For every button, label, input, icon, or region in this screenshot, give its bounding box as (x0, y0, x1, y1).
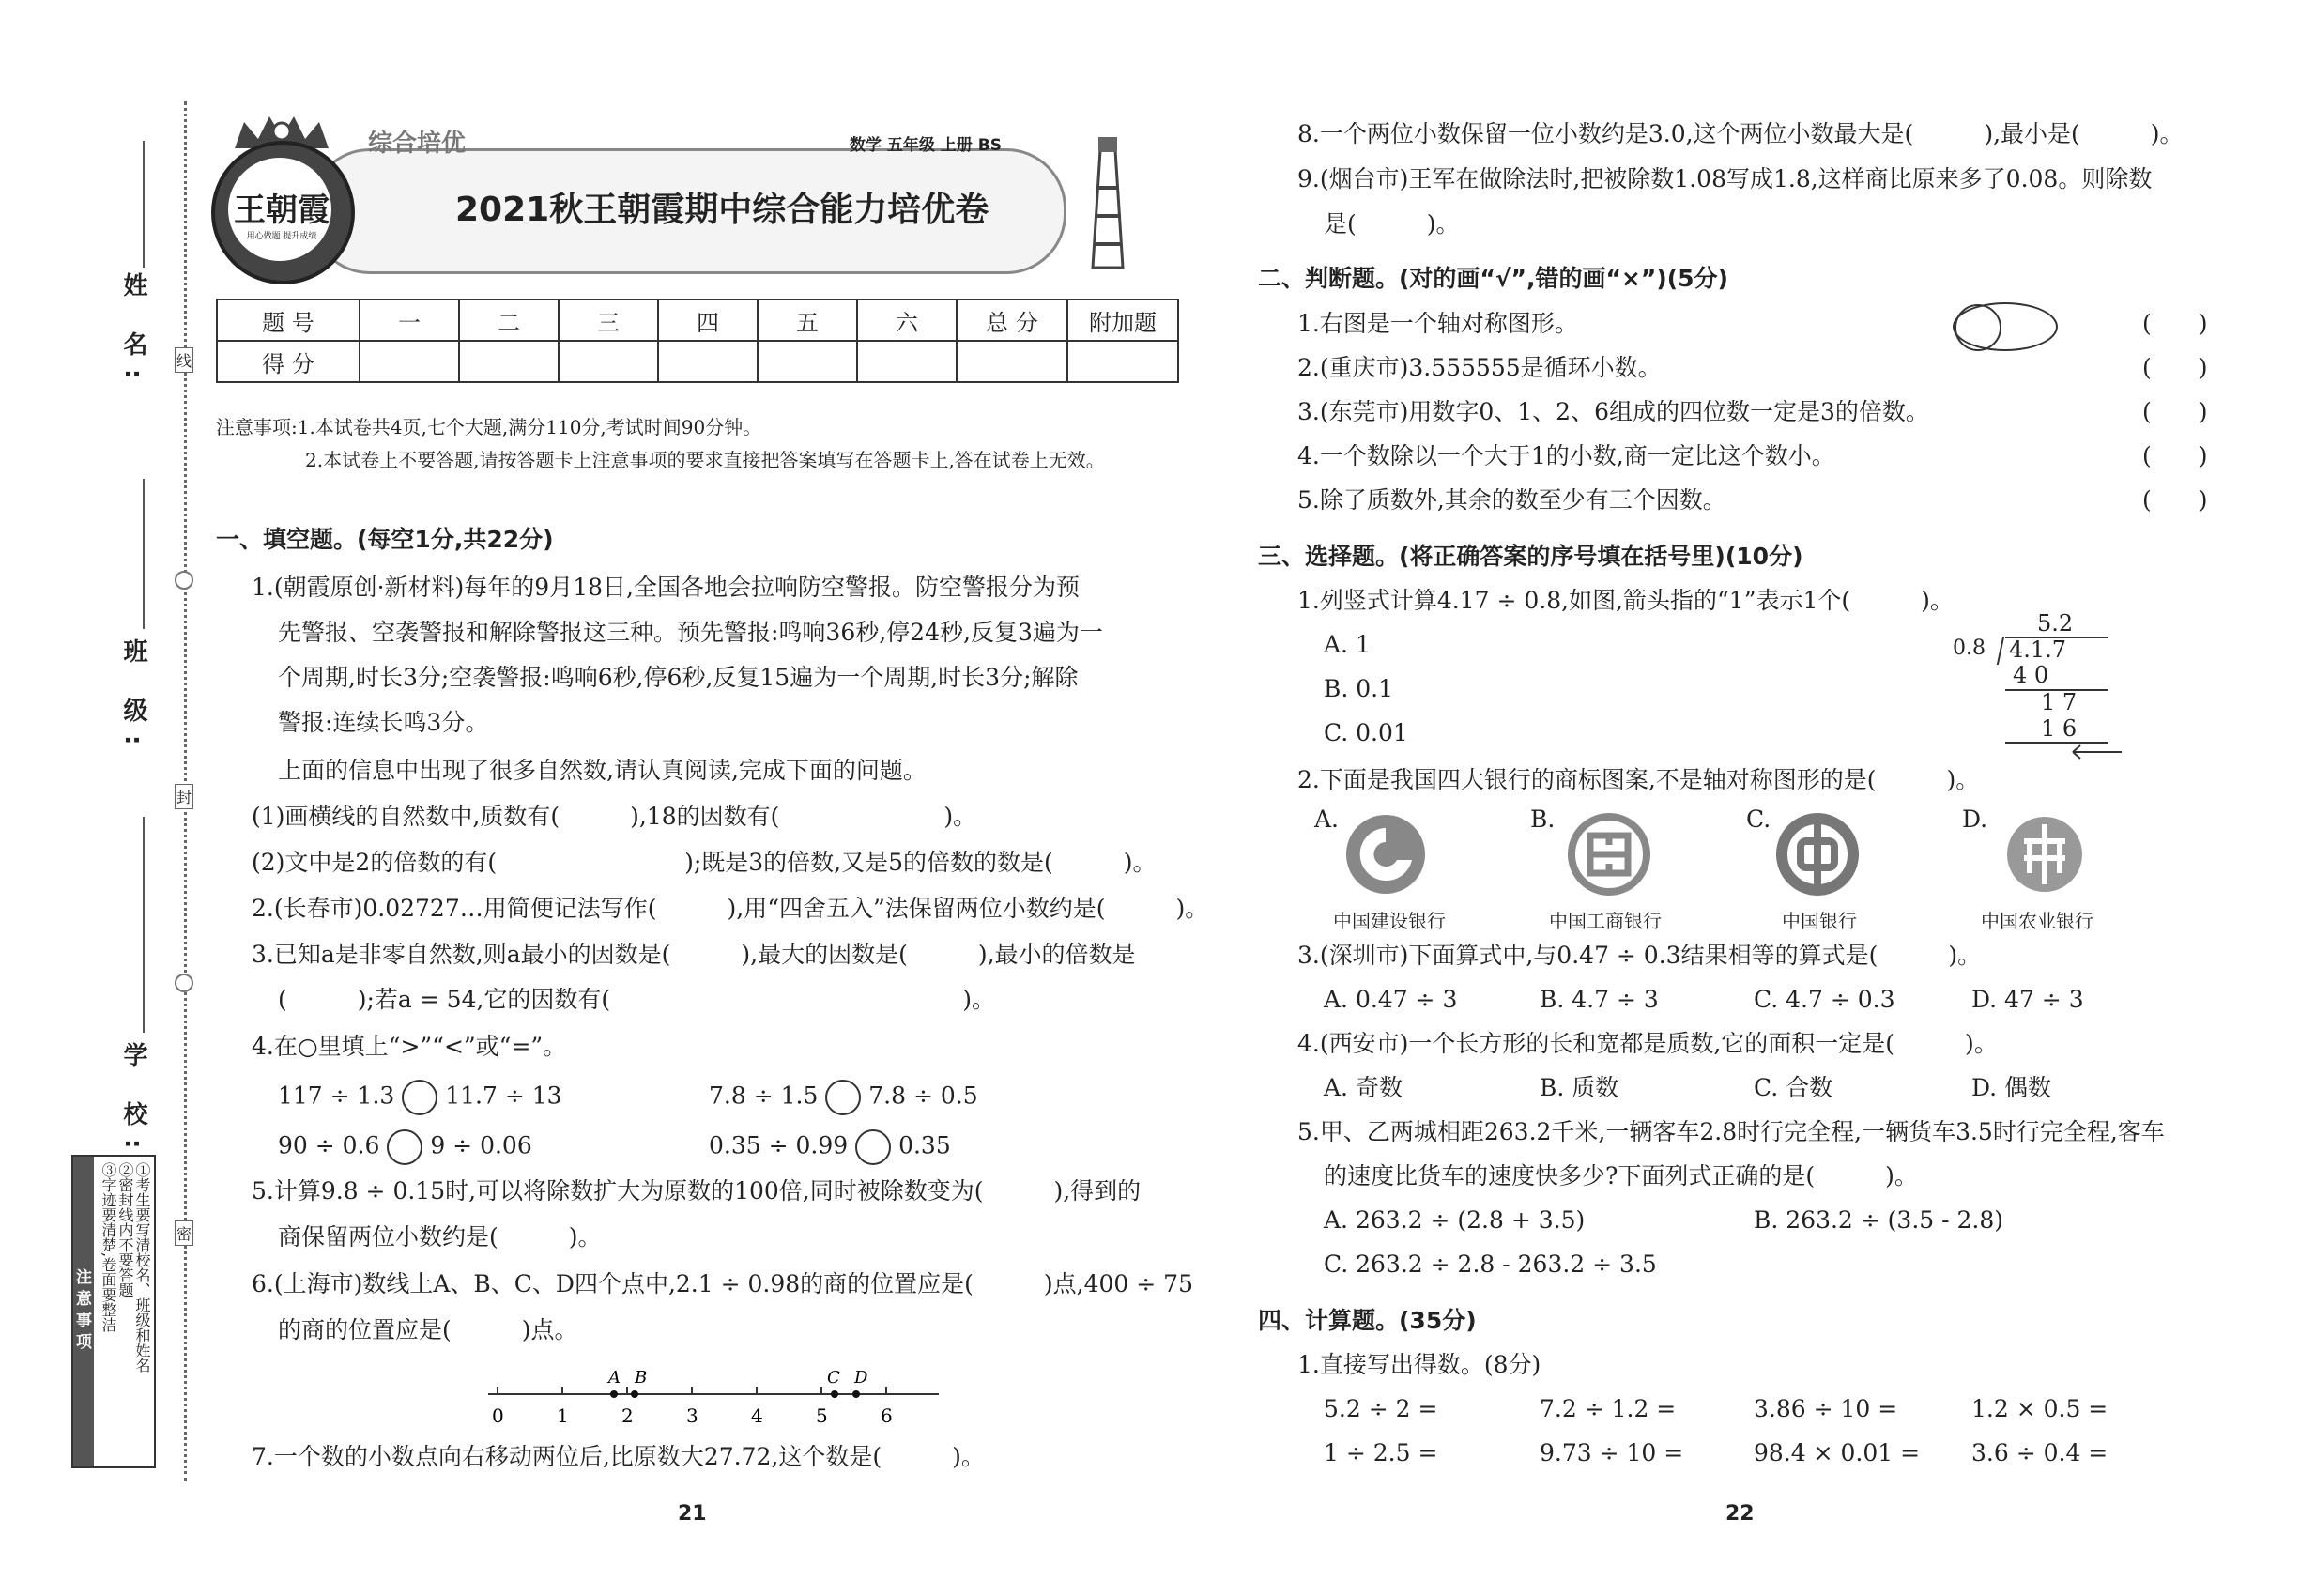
bank-letter: B. (1530, 806, 1556, 833)
tick-label: 3 (686, 1404, 698, 1427)
q35-option-b[interactable]: B. 263.2 ÷ (3.5 - 2.8) (1754, 1206, 2004, 1234)
score-cell: 四 (658, 299, 758, 341)
score-table-header-row (217, 299, 1178, 341)
seal-char-mi: 密 (175, 1220, 193, 1246)
score-blank[interactable] (658, 341, 758, 382)
boc-logo-icon (1776, 813, 1859, 896)
side-notice-title: 注意事项 (73, 1157, 94, 1466)
cmp-left: 7.8 ÷ 1.5 (709, 1082, 819, 1110)
q33-option-a[interactable]: A. 0.47 ÷ 3 (1324, 986, 1458, 1013)
seal-mark (175, 974, 193, 992)
section-4-title: 四、计算题。(35分) (1258, 1307, 1477, 1334)
class-label: 班 级: (119, 638, 147, 759)
calc-6: 9.73 ÷ 10 = (1540, 1439, 1684, 1466)
q35-option-c[interactable]: C. 263.2 ÷ 2.8 - 263.2 ÷ 3.5 (1324, 1251, 1657, 1278)
seal-char-xian: 线 (175, 347, 193, 373)
abc-logo-icon (2003, 813, 2086, 896)
cmp-right: 0.35 (898, 1131, 951, 1159)
cmp-right: 9 ÷ 0.06 (430, 1131, 532, 1159)
score-blank[interactable] (360, 341, 459, 382)
q1-line-2: 先警报、空袭警报和解除警报这三种。预先警报:鸣响36秒,停24秒,反复3遍为一 (278, 619, 1103, 646)
seal-char-feng: 封 (175, 784, 193, 809)
score-label: 得 分 (217, 341, 360, 382)
score-table (216, 299, 1179, 383)
judge-answer-2[interactable]: ( ) (2142, 354, 2208, 381)
q3-line-1: 3.已知a是非零自然数,则a最小的因数是( ),最大的因数是( ),最小的倍数是 (252, 941, 1136, 968)
side-notice-box (71, 1155, 156, 1468)
q35-line-1: 5.甲、乙两城相距263.2千米,一辆客车2.8时行完全程,一辆货车3.5时行完全程,客车 (1297, 1118, 2165, 1145)
tick-label: 2 (621, 1404, 634, 1427)
score-cell: 附加题 (1067, 299, 1178, 341)
bank-name: 中国银行 (1782, 910, 1857, 932)
icbc-logo-icon (1568, 813, 1650, 896)
number-line-ticks (498, 1387, 886, 1394)
judge-5: 5.除了质数外,其余的数至少有三个因数。 (1297, 486, 1726, 514)
bank-name: 中国工商银行 (1549, 910, 1662, 932)
arrow-left-icon (2069, 738, 2125, 766)
point-d (852, 1390, 860, 1398)
calc-3: 3.86 ÷ 10 = (1754, 1395, 1898, 1422)
tick-label: 6 (881, 1404, 893, 1427)
point-label: D (854, 1368, 868, 1388)
q5-line-2: 商保留两位小数约是( )。 (278, 1223, 602, 1251)
q6-line-2: 的商的位置应是( )点。 (278, 1316, 578, 1343)
div-divisor: 0.8 (1953, 637, 1986, 660)
score-cell: 总 分 (957, 299, 1067, 341)
q34-option-a[interactable]: A. 奇数 (1324, 1074, 1403, 1101)
side-notice-line-3: ③字迹要清楚,卷面要整洁 (100, 1162, 117, 1333)
q34-option-d[interactable]: D. 偶数 (1971, 1074, 2052, 1101)
point-label: B (635, 1368, 648, 1388)
brand-tag: 综合培优 (368, 130, 467, 158)
q5-line-1: 5.计算9.8 ÷ 0.15时,可以将除数扩大为原数的100倍,同时被除数变为( ),得到的 (252, 1177, 1142, 1205)
div-quotient: 5.2 (2037, 610, 2074, 637)
judge-answer-1[interactable]: ( ) (2142, 310, 2208, 337)
score-blank[interactable] (459, 341, 559, 382)
score-cell: 五 (758, 299, 857, 341)
q9-line-1: 9.(烟台市)王军在做除法时,把被除数1.08写成1.8,这样商比原来多了0.08。则除数 (1297, 165, 2153, 192)
side-notice-line-1: ①考生要写清校名、班级和姓名 (133, 1162, 151, 1373)
compare-circle[interactable] (855, 1129, 891, 1165)
q3-line-2: ( );若a = 54,它的因数有( )。 (278, 986, 995, 1013)
q41: 1.直接写出得数。(8分) (1297, 1351, 1541, 1378)
bank-letter: C. (1746, 806, 1771, 833)
number-line (469, 1366, 958, 1432)
q34: 4.(西安市)一个长方形的长和宽都是质数,它的面积一定是( )。 (1297, 1030, 1998, 1057)
page-number-right: 22 (1725, 1502, 1755, 1526)
q33-option-c[interactable]: C. 4.7 ÷ 0.3 (1754, 986, 1895, 1013)
section-2-title: 二、判断题。(对的画“√”,错的画“×”)(5分) (1258, 265, 1728, 292)
point-c (831, 1390, 838, 1398)
q31-option-c[interactable]: C. 0.01 (1324, 719, 1408, 746)
q33: 3.(深圳市)下面算式中,与0.47 ÷ 0.3结果相等的算式是( )。 (1297, 942, 1982, 969)
seal-mark (175, 571, 193, 590)
q8: 8.一个两位小数保留一位小数约是3.0,这个两位小数最大是( ),最小是( )。 (1297, 120, 2184, 147)
score-cell: 六 (857, 299, 957, 341)
div-row-3: 1 6 (2041, 715, 2078, 742)
judge-answer-4[interactable]: ( ) (2142, 442, 2208, 469)
tick-label: 1 (557, 1404, 569, 1427)
point-a (610, 1390, 618, 1398)
logo-text: 王朝霞 (234, 192, 330, 229)
q1-sub-1: (1)画横线的自然数中,质数有( ),18的因数有( )。 (252, 803, 977, 830)
page-number-left: 21 (678, 1502, 707, 1526)
school-line (143, 817, 145, 1033)
school-label: 学 校: (119, 1042, 147, 1162)
q1-instruction: 上面的信息中出现了很多自然数,请认真阅读,完成下面的问题。 (278, 757, 927, 784)
calc-7: 98.4 × 0.01 = (1754, 1439, 1921, 1466)
calc-8: 3.6 ÷ 0.4 = (1971, 1439, 2108, 1466)
q31: 1.列竖式计算4.17 ÷ 0.8,如图,箭头指的“1”表示1个( )。 (1297, 587, 1954, 614)
bank-name: 中国建设银行 (1333, 910, 1446, 932)
cmp-4 (709, 1129, 951, 1165)
judge-answer-3[interactable]: ( ) (2142, 398, 2208, 425)
class-line (143, 479, 145, 629)
long-division-figure (1953, 610, 2131, 770)
div-dividend: 4.1.7 (2009, 637, 2067, 663)
q34-option-c[interactable]: C. 合数 (1754, 1074, 1833, 1101)
cmp-2 (709, 1080, 978, 1115)
judge-4: 4.一个数除以一个大于1的小数,商一定比这个数小。 (1297, 442, 1835, 469)
bank-name: 中国农业银行 (1981, 910, 2093, 932)
judge-3: 3.(东莞市)用数字0、1、2、6组成的四位数一定是3的倍数。 (1297, 398, 1929, 425)
div-row-2: 1 7 (2041, 689, 2078, 715)
score-blank[interactable] (1067, 341, 1178, 382)
tick-label: 0 (492, 1404, 504, 1427)
score-blank[interactable] (758, 341, 857, 382)
score-blank[interactable] (857, 341, 957, 382)
bank-option-c[interactable] (1746, 806, 1953, 937)
score-cell: 题 号 (217, 299, 360, 341)
compare-circle[interactable] (387, 1129, 422, 1165)
q1-line-1: 1.(朝霞原创·新材料)每年的9月18日,全国各地会拉响防空警报。防空警报分为预 (252, 574, 1080, 601)
compare-circle[interactable] (402, 1080, 437, 1115)
calc-1: 5.2 ÷ 2 = (1324, 1395, 1438, 1422)
bank-letter: D. (1962, 806, 1988, 833)
side-notice-line-2: ②密封线内不要答题 (116, 1162, 134, 1297)
judge-1: 1.右图是一个轴对称图形。 (1297, 310, 1578, 337)
q2: 2.(长春市)0.02727…用简便记法写作( ),用“四舍五入”法保留两位小数约是( )。 (252, 895, 1209, 922)
ellipse-figure (1953, 302, 2058, 351)
q7: 7.一个数的小数点向右移动两位后,比原数大27.72,这个数是( )。 (252, 1443, 985, 1470)
q33-option-d[interactable]: D. 47 ÷ 3 (1971, 986, 2084, 1013)
score-table-score-row (217, 341, 1178, 382)
q4: 4.在○里填上“>”“<”或“=”。 (252, 1033, 567, 1060)
lighthouse-icon (1080, 131, 1136, 276)
div-row-1: 4 0 (2013, 662, 2049, 688)
section-1-title: 一、填空题。(每空1分,共22分) (216, 526, 554, 553)
header-meta: 数学 五年级 上册 BS (850, 136, 1002, 155)
ccb-logo-icon (1344, 813, 1427, 896)
bank-option-d[interactable] (1962, 806, 2169, 937)
q1-line-3: 个周期,时长3分;空袭警报:鸣响6秒,停6秒,反复15遍为一个周期,时长3分;解除 (278, 664, 1079, 691)
q31-option-b[interactable]: B. 0.1 (1324, 675, 1394, 702)
cmp-left: 90 ÷ 0.6 (278, 1131, 380, 1159)
q31-option-a[interactable]: A. 1 (1324, 631, 1371, 658)
point-label: A (608, 1368, 621, 1388)
bank-option-a[interactable] (1314, 806, 1521, 937)
q1-line-4: 警报:连续长鸣3分。 (278, 709, 489, 736)
q6-line-1: 6.(上海市)数线上A、B、C、D四个点中,2.1 ÷ 0.98的商的位置应是( )点,400 ÷ 75 (252, 1270, 1193, 1297)
cmp-left: 0.35 ÷ 0.99 (709, 1131, 849, 1159)
compare-circle[interactable] (825, 1080, 861, 1115)
tick-label: 4 (751, 1404, 763, 1427)
paper-title: 2021秋王朝霞期中综合能力培优卷 (455, 191, 989, 229)
q9-line-2: 是( )。 (1324, 210, 1460, 238)
logo-subtext: 用心做题 提升成绩 (246, 232, 317, 241)
point-b (631, 1390, 638, 1398)
bank-letter: A. (1314, 806, 1340, 833)
cmp-1 (278, 1080, 562, 1115)
q35-option-a[interactable]: A. 263.2 ÷ (2.8 + 3.5) (1324, 1206, 1586, 1234)
calc-4: 1.2 × 0.5 = (1971, 1395, 2108, 1422)
calc-2: 7.2 ÷ 1.2 = (1540, 1395, 1677, 1422)
name-line (143, 141, 145, 268)
judge-2: 2.(重庆市)3.555555是循环小数。 (1297, 354, 1662, 381)
logo-badge (211, 141, 355, 284)
score-blank[interactable] (559, 341, 658, 382)
q33-option-b[interactable]: B. 4.7 ÷ 3 (1540, 986, 1659, 1013)
note-line-1: 注意事项:1.本试卷共4页,七个大题,满分110分,考试时间90分钟。 (216, 416, 762, 438)
q34-option-b[interactable]: B. 质数 (1540, 1074, 1619, 1101)
q32: 2.下面是我国四大银行的商标图案,不是轴对称图形的是( )。 (1297, 766, 1980, 793)
calc-5: 1 ÷ 2.5 = (1324, 1439, 1438, 1466)
bank-option-b[interactable] (1530, 806, 1737, 937)
score-cell: 三 (559, 299, 658, 341)
name-label: 姓 名: (119, 272, 147, 392)
cmp-3 (278, 1129, 532, 1165)
point-label: C (827, 1368, 840, 1388)
note-line-2: 2.本试卷上不要答题,请按答题卡上注意事项的要求直接把答案填写在答题卡上,答在试卷上无效。 (305, 449, 1105, 471)
q1-sub-2: (2)文中是2的倍数的有( );既是3的倍数,又是5的倍数的数是( )。 (252, 849, 1157, 876)
score-cell: 一 (360, 299, 459, 341)
section-3-title: 三、选择题。(将正确答案的序号填在括号里)(10分) (1258, 543, 1803, 570)
score-cell: 二 (459, 299, 559, 341)
judge-answer-5[interactable]: ( ) (2142, 486, 2208, 514)
score-blank[interactable] (957, 341, 1067, 382)
cmp-right: 11.7 ÷ 13 (445, 1082, 562, 1110)
cmp-left: 117 ÷ 1.3 (278, 1082, 395, 1110)
cmp-right: 7.8 ÷ 0.5 (868, 1082, 978, 1110)
q35-line-2: 的速度比货车的速度快多少?下面列式正确的是( )。 (1324, 1162, 1918, 1189)
tick-label: 5 (816, 1404, 828, 1427)
